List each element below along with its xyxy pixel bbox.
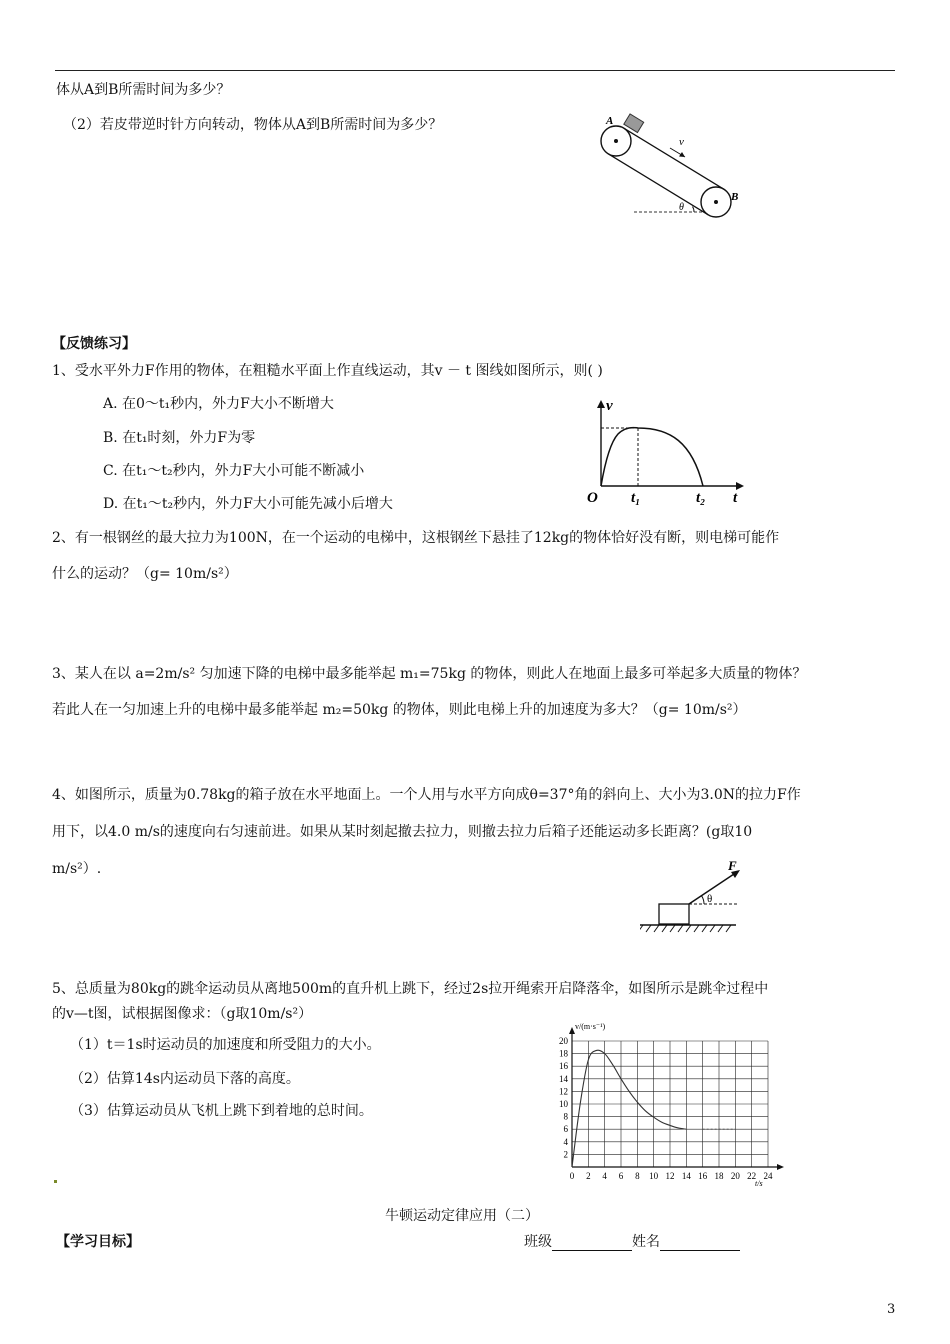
chart-y-axis-label: v/(m·s⁻¹) (575, 1022, 606, 1031)
q5-line2: 的v—t图，试根据图像求：（g取10m/s²） (52, 1006, 313, 1022)
q1-stem: 1、受水平外力F作用的物体，在粗糙水平面上作直线运动，其v － t 图线如图所示，则( ) (52, 363, 603, 379)
y-tick-label: 16 (559, 1061, 568, 1072)
graph-t-label: t (733, 490, 738, 505)
y-tick-label: 10 (559, 1099, 568, 1109)
page-number: 3 (887, 1302, 896, 1317)
x-tick-label: 6 (618, 1171, 624, 1181)
x-tick-label: 20 (730, 1171, 740, 1181)
x-tick-label: 0 (569, 1171, 575, 1181)
x-tick-label: 8 (635, 1171, 640, 1181)
vt-curve (601, 428, 703, 486)
q4-line1: 4、如图所示，质量为0.78kg的箱子放在水平地面上。一个人用与水平方向成θ=37°角的斜向上、大小为3.0N的拉力F作 (52, 787, 801, 803)
parachute-vt-chart (545, 1016, 785, 1192)
class-input-line[interactable] (552, 1236, 632, 1251)
x-tick-label: 18 (714, 1171, 724, 1181)
x-tick-label: 4 (602, 1171, 607, 1181)
q1-vt-graph (580, 390, 755, 505)
name-input-line[interactable] (660, 1236, 740, 1251)
y-tick-label: 4 (563, 1136, 568, 1147)
label-a: A (606, 115, 614, 127)
graph-t1: t₁ (631, 490, 641, 505)
label-f: F (728, 858, 737, 873)
x-axis-arrow (777, 1164, 784, 1170)
y-tick-label: 20 (559, 1036, 568, 1046)
q5-sub2: （2）估算14s内运动员下落的高度。 (70, 1071, 300, 1087)
q5-sub1: （1）t＝1s时运动员的加速度和所受阻力的大小。 (70, 1037, 381, 1053)
q5-sub3: （3）估算运动员从飞机上跳下到着地的总时间。 (70, 1103, 373, 1119)
chart-grid (572, 1041, 768, 1167)
q4-line2: 用下，以4.0 m/s的速度向右匀速前进。如果从某时刻起撤去拉力，则撤去拉力后箱子还能运动多长距离？(g取10 (52, 824, 753, 840)
stray-mark (54, 1180, 57, 1183)
y-tick-label: 14 (559, 1073, 568, 1084)
graph-t2: t₂ (696, 490, 706, 505)
y-tick-label: 2 (563, 1149, 568, 1160)
prev-question-line1: 体从A到B所需时间为多少？ (56, 82, 231, 98)
y-tick-label: 8 (563, 1111, 568, 1122)
name-label: 姓名 (632, 1234, 660, 1250)
x-tick-label: 24 (763, 1171, 773, 1181)
feedback-heading: 【反馈练习】 (52, 336, 136, 352)
class-name-fields (524, 1231, 740, 1251)
class-label: 班级 (524, 1234, 552, 1250)
x-tick-label: 10 (649, 1171, 659, 1181)
q3-line1: 3、某人在以 a=2m/s² 匀加速下降的电梯中最多能举起 m₁=75kg 的物体，则此人在地面上最多可举起多大质量的物体？ (52, 666, 807, 682)
ground-hatching (640, 925, 731, 932)
q1-option-c: C. 在t₁～t₂秒内，外力F大小可能不断减小 (103, 463, 365, 479)
q4-box-figure (640, 858, 740, 940)
x-tick-label: 22 (747, 1171, 757, 1181)
q2-line2: 什么的运动？（g= 10m/s²） (52, 566, 238, 582)
q5-line1: 5、总质量为80kg的跳伞运动员从离地500m的直升机上跳下，经过2s拉开绳索开启降落伞，如图所示是跳伞过程中 (52, 981, 769, 997)
label-theta: θ (679, 202, 684, 213)
y-tick-label: 12 (559, 1086, 568, 1097)
q2-line1: 2、有一根钢丝的最大拉力为100N，在一个运动的电梯中，这根钢丝下悬挂了12kg的物体恰好没有断，则电梯可能作 (52, 530, 780, 546)
q3-line2: 若此人在一匀加速上升的电梯中最多能举起 m₂=50kg 的物体，则此电梯上升的加速度为多大？（g= 10m/s²） (52, 702, 747, 718)
series-line (572, 1050, 686, 1167)
learning-goals-heading: 【学习目标】 (56, 1234, 140, 1250)
chart-x-axis-label: t/s (755, 1179, 763, 1188)
section-title: 牛顿运动定律应用（二） (385, 1208, 539, 1224)
label-b: B (731, 191, 739, 203)
q1-option-b: B. 在t₁时刻，外力F为零 (103, 430, 256, 446)
y-tick-label: 6 (563, 1124, 568, 1135)
conveyor-belt-figure (590, 108, 750, 220)
y-tick-label: 18 (559, 1048, 568, 1059)
q1-option-d: D. 在t₁～t₂秒内，外力F大小可能先减小后增大 (103, 496, 393, 512)
x-tick-label: 16 (698, 1171, 708, 1181)
x-tick-label: 14 (681, 1171, 691, 1181)
x-tick-label: 2 (586, 1171, 591, 1181)
label-v: v (679, 136, 684, 148)
chart-tick-labels (559, 1036, 773, 1181)
q1-option-a: A. 在0～t₁秒内，外力F大小不断增大 (103, 396, 334, 412)
graph-v-label: v (606, 398, 613, 414)
prev-question-line2: （2）若皮带逆时针方向转动，物体从A到B所需时间为多少？ (63, 117, 443, 133)
x-tick-label: 12 (665, 1171, 675, 1181)
force-arrow (689, 872, 737, 904)
label-theta-q4: θ (707, 893, 713, 905)
graph-origin: O (587, 490, 598, 505)
q4-line3: m/s²）. (52, 861, 102, 877)
box (659, 904, 689, 924)
top-rule (55, 70, 895, 71)
